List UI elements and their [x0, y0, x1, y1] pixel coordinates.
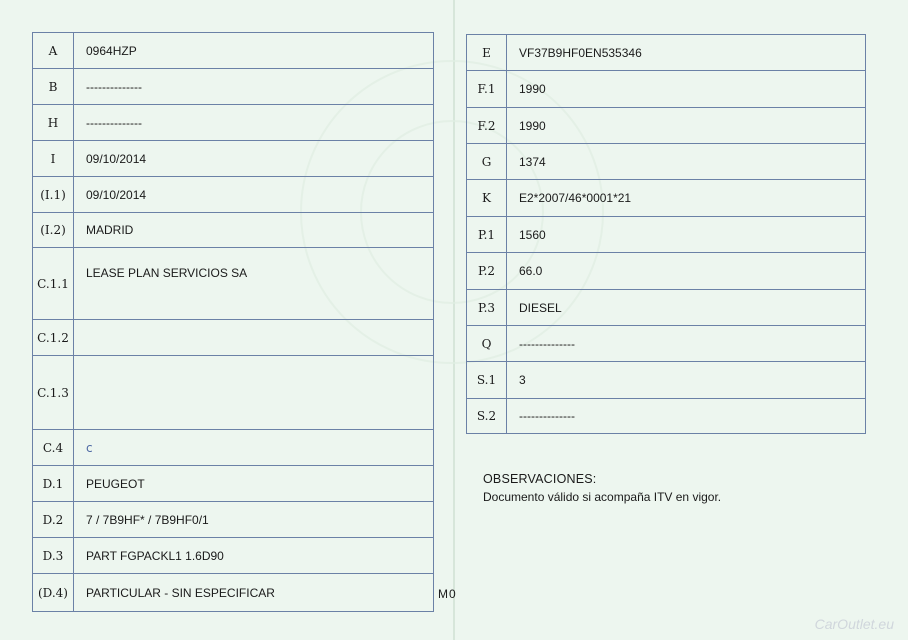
field-row-f2	[467, 108, 866, 144]
field-value: VF37B9HF0EN535346	[507, 35, 866, 71]
field-code: S.1	[467, 362, 507, 399]
field-row-d2	[33, 502, 434, 538]
field-value: --------------	[74, 69, 434, 105]
field-value: PARTICULAR - SIN ESPECIFICAR	[74, 574, 434, 612]
field-code: (D.4)	[33, 574, 74, 612]
field-code: Q	[467, 326, 507, 362]
observations-text: Documento válido si acompaña ITV en vigor.	[483, 490, 722, 504]
field-code: I	[33, 141, 74, 177]
field-value: E2*2007/46*0001*21	[507, 180, 866, 217]
right-fields-table	[466, 34, 866, 434]
field-row-i2	[33, 213, 434, 248]
field-code: E	[467, 35, 507, 71]
field-value: 7 / 7B9HF* / 7B9HF0/1	[74, 502, 434, 538]
field-row-s2	[467, 399, 866, 434]
field-code: K	[467, 180, 507, 217]
field-code: D.1	[33, 466, 74, 502]
field-value: 09/10/2014	[74, 141, 434, 177]
field-code: P.1	[467, 217, 507, 253]
field-value: 3	[507, 362, 866, 399]
field-code: S.2	[467, 399, 507, 434]
field-value: --------------	[74, 105, 434, 141]
left-fields-table	[32, 32, 434, 612]
field-code: B	[33, 69, 74, 105]
field-row-a	[33, 33, 434, 69]
m0-mark: M0	[438, 587, 457, 601]
field-code: C.1.1	[33, 248, 74, 320]
field-value: LEASE PLAN SERVICIOS SA	[74, 248, 434, 320]
field-code: D.2	[33, 502, 74, 538]
field-row-g	[467, 144, 866, 180]
field-code: P.3	[467, 290, 507, 326]
field-code: F.2	[467, 108, 507, 144]
field-code: (I.1)	[33, 177, 74, 213]
field-code: G	[467, 144, 507, 180]
field-row-c4	[33, 430, 434, 466]
field-row-i	[33, 141, 434, 177]
field-row-e	[467, 35, 866, 71]
field-code: (I.2)	[33, 213, 74, 248]
field-code: P.2	[467, 253, 507, 290]
field-code: D.3	[33, 538, 74, 574]
field-value: PART FGPACKL1 1.6D90	[74, 538, 434, 574]
field-code: A	[33, 33, 74, 69]
field-value: 0964HZP	[74, 33, 434, 69]
field-value: 1990	[507, 71, 866, 108]
field-row-k	[467, 180, 866, 217]
field-value: 66.0	[507, 253, 866, 290]
field-code: C.4	[33, 430, 74, 466]
field-value: 1990	[507, 108, 866, 144]
field-row-i1	[33, 177, 434, 213]
field-row-q	[467, 326, 866, 362]
field-row-p2	[467, 253, 866, 290]
field-value: c	[74, 430, 434, 466]
field-value	[74, 356, 434, 430]
field-row-b	[33, 69, 434, 105]
field-value: PEUGEOT	[74, 466, 434, 502]
field-value: --------------	[507, 326, 866, 362]
field-code: C.1.3	[33, 356, 74, 430]
field-row-p1	[467, 217, 866, 253]
field-row-c11	[33, 248, 434, 320]
field-value: 1374	[507, 144, 866, 180]
field-code: H	[33, 105, 74, 141]
field-value: --------------	[507, 399, 866, 434]
field-row-d1	[33, 466, 434, 502]
field-row-c12	[33, 320, 434, 356]
watermark: CarOutlet.eu	[814, 616, 894, 632]
field-value: DIESEL	[507, 290, 866, 326]
field-row-h	[33, 105, 434, 141]
observations-title: OBSERVACIONES:	[483, 472, 597, 486]
field-row-f1	[467, 71, 866, 108]
field-value: MADRID	[74, 213, 434, 248]
field-code: F.1	[467, 71, 507, 108]
field-value: 1560	[507, 217, 866, 253]
field-row-c13	[33, 356, 434, 430]
field-value: 09/10/2014	[74, 177, 434, 213]
field-row-d3	[33, 538, 434, 574]
field-value	[74, 320, 434, 356]
field-row-p3	[467, 290, 866, 326]
field-code: C.1.2	[33, 320, 74, 356]
field-row-s1	[467, 362, 866, 399]
field-row-d4	[33, 574, 434, 612]
